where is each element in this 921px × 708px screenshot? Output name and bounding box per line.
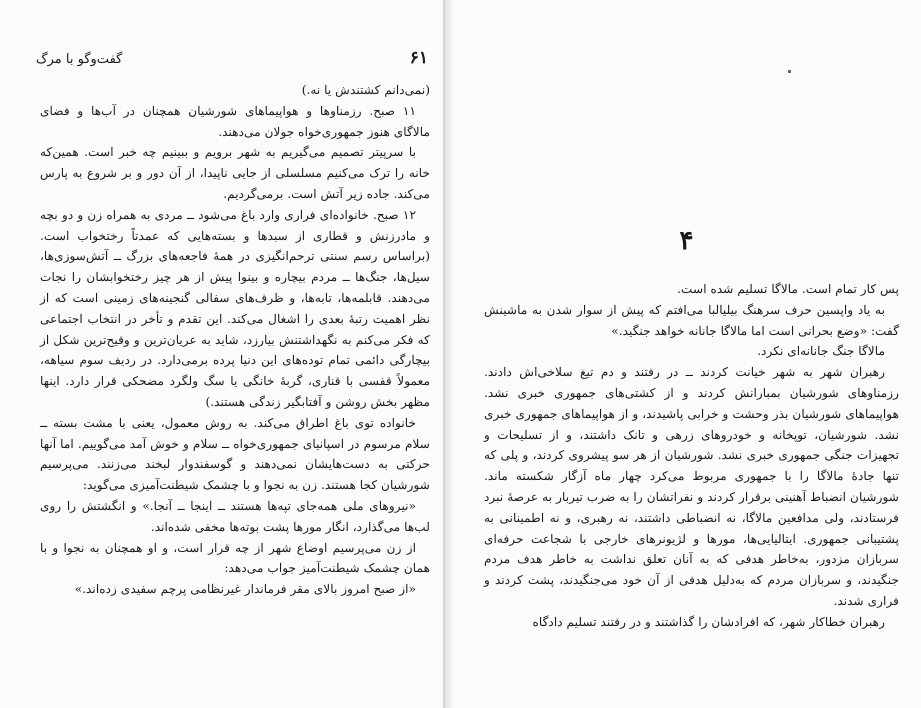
right-page-body [484,279,899,633]
paragraph: پس کار تمام است. مالاگا تسلیم شده است. [677,282,899,296]
paragraph: به یاد واپسین حرف سرهنگ بیلیالبا می‌افتم که پیش از سوار شدن به ماشینش گفت: «وضع بحرانی است اما مالاگا جانانه خواهد جنگید.» [484,302,899,338]
paragraph: «از صبح امروز بالای مقر فرماندار غیرنظامی پرچم سفیدی زده‌اند.» [74,582,416,597]
right-page [452,0,921,708]
paragraph: (نمی‌دانم کشتندش یا نه.) [301,83,430,97]
paragraph: خانواده توی باغ اطراق می‌کند. به روش معمول، یعنی با مشت بسته ــ سلام مرسوم در اسپانیای جمهوری‌خواه ــ سلام و خوش آمد می‌گوییم. اما آنها حرکتی به دست‌هایشان نمی‌دهند و گوسفندوار لبخند می‌زنند. می‌پرسیم شورشیان کجا هستند. زن به نجوا و با چشمک شیطنت‌آمیزی می‌گوید: [40,415,430,493]
page-header [36,48,428,68]
paragraph: از زن می‌پرسیم اوضاع شهر از چه قرار است، و او همچنان به نجوا و با همان چشمک شیطنت‌آمیز جواب می‌دهد: [40,540,430,576]
paragraph: مالاگا جنگ جانانه‌ای نکرد. [757,344,885,359]
paragraph: رهبران خطاکار شهر، که افرادشان را گذاشتند و در رفتند تسلیم دادگاه [532,614,885,629]
left-page [0,0,443,708]
book-gutter [443,0,452,708]
paragraph: با سرپیتر تصمیم می‌گیریم به شهر برویم و ببینیم چه خبر است. همین‌که خانه را ترک می‌کنیم مسلسلی از جایی ناپیدا، از آن دور و بر شروع به پارس می‌کند. جاده زیر آتش است. برمی‌گردیم. [40,145,430,201]
left-page-body [40,80,430,600]
page-number: ۶۱ [409,48,428,68]
running-title: گفت‌وگو با مرگ [36,52,123,67]
chapter-number: ۴ [679,226,694,256]
paragraph: رهبران شهر به شهر خیانت کردند ــ در رفتند و دم تیغ سلاخی‌اش دادند. رزمناوهای شورشیان بمبارانش کردند و از کشتی‌های جمهوری خبری نشد. هواپیماهای شورشیان بذر وحشت و خرابی پاشیدند، و از هواپیماهای جمهوری خبری نشد. شورشیان، توپخانه و خودروهای زرهی و تانک داشتند، و از تسلیحات و تجهیزات جنگی جمهوری خبری نشد. شورشیان از هر سو پیشروی کردند، و پلی که تنها جادهٔ مالاگا را با جمهوری مربوط می‌کرد چهار ماه آزگار شکسته ماند. شورشیان انضباط آهنینی برقرار کردند و نفراتشان را به ضرب تیربار به عرصهٔ نبرد فرستادند، ولی مدافعین مالاگا، نه انضباطی داشتند، نه رهبری، و نه اطمینانی به پشتیبانی جمهوری. ایتالیایی‌ها، مورها و لژیونرهای خارجی با شجاعت حرفه‌ای سربازان مزدور، به‌خاطر هدفی که به آنان تعلق نداشت به خاطر هدف مردم جنگیدند، و سربازان مردم که به‌دلیل هدفی از آن خود می‌جنگیدند، پشت کردند و فراری شدند. [484,365,899,608]
paragraph: ۱۲ صبح. خانواده‌ای فراری وارد باغ می‌شود ــ مردی به همراه زن و دو بچه و مادرزنش و قطاری از سبدها و بسته‌هایی که عمدتاً رختخواب است. (براساس رسم سنتی ترحم‌انگیزی در همهٔ فاجعه‌های بزرگ ــ آتش‌سوزی‌ها، سیل‌ها، جنگ‌ها ــ مردم بیچاره و بینوا پیش از هر چیز رختخوابشان را نجات می‌دهند. قابلمه‌ها، تابه‌ها، و ظرف‌های سفالی گنجینه‌های زمینی است که از نظر اهمیت رتبهٔ بعدی را اشغال می‌کند. این تقدم و تأخر در انتخاب اجتماعی که فکر می‌کنم به نگهداشتنش بیارزد، شاید به عریان‌ترین و وقیح‌ترین شکل از بیچارگی دائمی تمام توده‌های این دنیا پرده برمی‌دارد. در ردیف سوم سیاهه، معمولاً قفسی با قناری، گربهٔ خانگی یا سگ ولگرد مضحکی قرار دارد. اینها مظهر بخش روشن و آفتابگیر زندگی هستند.) [40,207,430,409]
page-speck [788,70,791,73]
paragraph: ۱۱ صبح. رزمناوها و هواپیماهای شورشیان همچنان در آب‌ها و فضای مالاگای هنوز جمهوری‌خواه جولان می‌دهند. [40,103,430,139]
paragraph: «نیروهای ملی همه‌جای تپه‌ها هستند ــ اینجا ــ آنجا.» و انگشتش را روی لب‌ها می‌گذارد، انگار مورها پشت بوته‌ها مخفی شده‌اند. [40,498,430,534]
